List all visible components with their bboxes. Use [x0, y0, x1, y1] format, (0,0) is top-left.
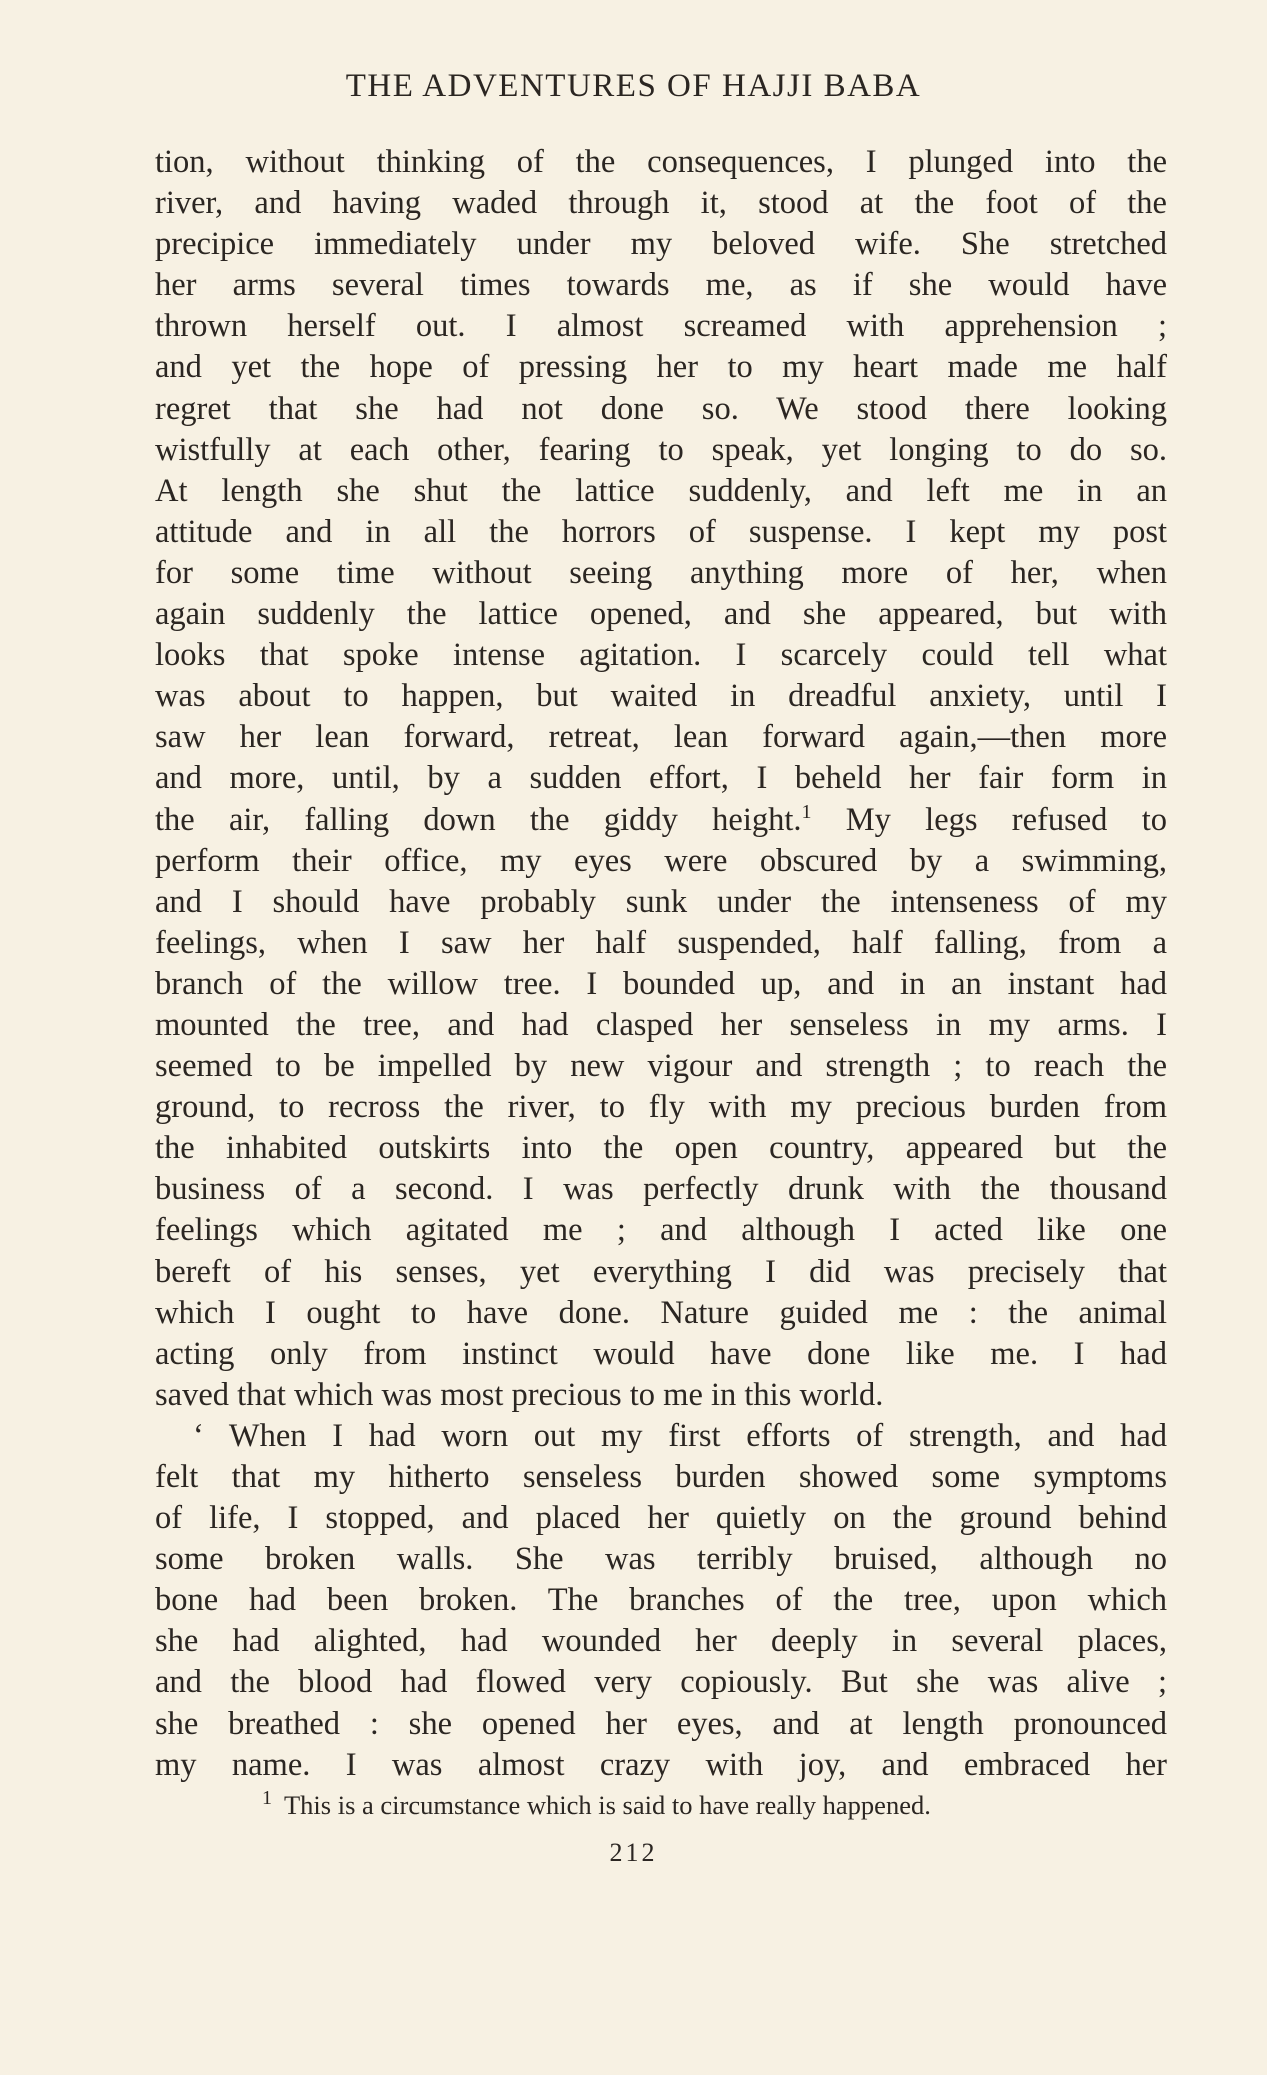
text-line: acting only from instinct would have done like me. I had	[155, 1335, 1167, 1372]
text-line: branch of the willow tree. I bounded up, and in an instant had	[155, 965, 1167, 1002]
text-line: saw her lean forward, retreat, lean forward again,—then more	[155, 719, 1167, 756]
text-line: which I ought to have done. Nature guided me : the animal	[155, 1294, 1167, 1331]
text-line: and yet the hope of pressing her to my heart made me half	[155, 349, 1167, 386]
text-line: feelings, when I saw her half suspended, half falling, from a	[155, 924, 1167, 961]
text-line-with-footnote-ref	[155, 800, 1167, 841]
text-line: wistfully at each other, fearing to speak, yet longing to do so.	[155, 431, 1167, 468]
running-head: THE ADVENTURES OF HAJJI BABA	[345, 68, 922, 104]
footnote	[262, 1787, 931, 1821]
text-line: mounted the tree, and had clasped her senseless in my arms. I	[155, 1006, 1167, 1043]
text-line: ground, to recross the river, to fly with my precious burden from	[155, 1089, 1167, 1126]
text-line: attitude and in all the horrors of suspense. I kept my post	[155, 513, 1167, 550]
footnote-marker: 1	[262, 1787, 272, 1810]
text-line: seemed to be impelled by new vigour and strength ; to reach the	[155, 1048, 1167, 1085]
text-line: for some time without seeing anything more of her, when	[155, 554, 1167, 591]
text-line: river, and having waded through it, stood at the foot of the	[155, 185, 1167, 222]
text-segment: My legs refused to	[811, 801, 1167, 838]
text-line: bone had been broken. The branches of the tree, upon which	[155, 1582, 1167, 1619]
text-line: perform their office, my eyes were obscured by a swimming,	[155, 842, 1167, 879]
page-number: 212	[609, 1838, 658, 1867]
text-segment: the air, falling down the giddy height.	[155, 801, 802, 838]
text-line: and the blood had flowed very copiously. But she was alive ;	[155, 1664, 1167, 1701]
text-line: feelings which agitated me ; and although I acted like one	[155, 1212, 1167, 1249]
text-line: and I should have probably sunk under the intenseness of my	[155, 883, 1167, 920]
text-line: felt that my hitherto senseless burden showed some symptoms	[155, 1459, 1167, 1495]
footnote-reference: 1	[801, 800, 812, 823]
text-line: again suddenly the lattice opened, and she appeared, but with	[155, 596, 1167, 633]
text-line: her arms several times towards me, as if she would have	[155, 267, 1167, 304]
text-line: regret that she had not done so. We stood there looking	[155, 390, 1167, 427]
text-line: bereft of his senses, yet everything I did was precisely that	[155, 1253, 1167, 1290]
text-line: the inhabited outskirts into the open country, appeared but the	[155, 1130, 1167, 1167]
text-line: looks that spoke intense agitation. I scarcely could tell what	[155, 637, 1167, 674]
text-line: and more, until, by a sudden effort, I beheld her fair form in	[155, 760, 1167, 797]
text-line: she had alighted, had wounded her deeply in several places,	[155, 1623, 1167, 1660]
text-line: tion, without thinking of the consequences, I plunged into the	[155, 144, 1167, 180]
text-line: business of a second. I was perfectly drunk with the thousand	[155, 1171, 1167, 1208]
text-line: some broken walls. She was terribly bruised, although no	[155, 1541, 1167, 1578]
text-line: of life, I stopped, and placed her quietly on the ground behind	[155, 1500, 1167, 1537]
body-text	[155, 142, 1167, 1786]
text-line: my name. I was almost crazy with joy, and embraced her	[155, 1746, 1167, 1783]
footnote-text: This is a circumstance which is said to have really happened.	[284, 1790, 931, 1820]
text-line: saved that which was most precious to me in this world.	[155, 1376, 884, 1413]
text-line: was about to happen, but waited in dreadful anxiety, until I	[155, 678, 1167, 715]
text-line: she breathed : she opened her eyes, and at length pronounced	[155, 1705, 1167, 1742]
text-line: precipice immediately under my beloved wife. She stretched	[155, 226, 1167, 263]
text-line: ‘ When I had worn out my first efforts of strength, and had	[193, 1417, 1167, 1454]
text-line: At length she shut the lattice suddenly, and left me in an	[155, 472, 1167, 509]
text-line: thrown herself out. I almost screamed with apprehension ;	[155, 308, 1167, 345]
